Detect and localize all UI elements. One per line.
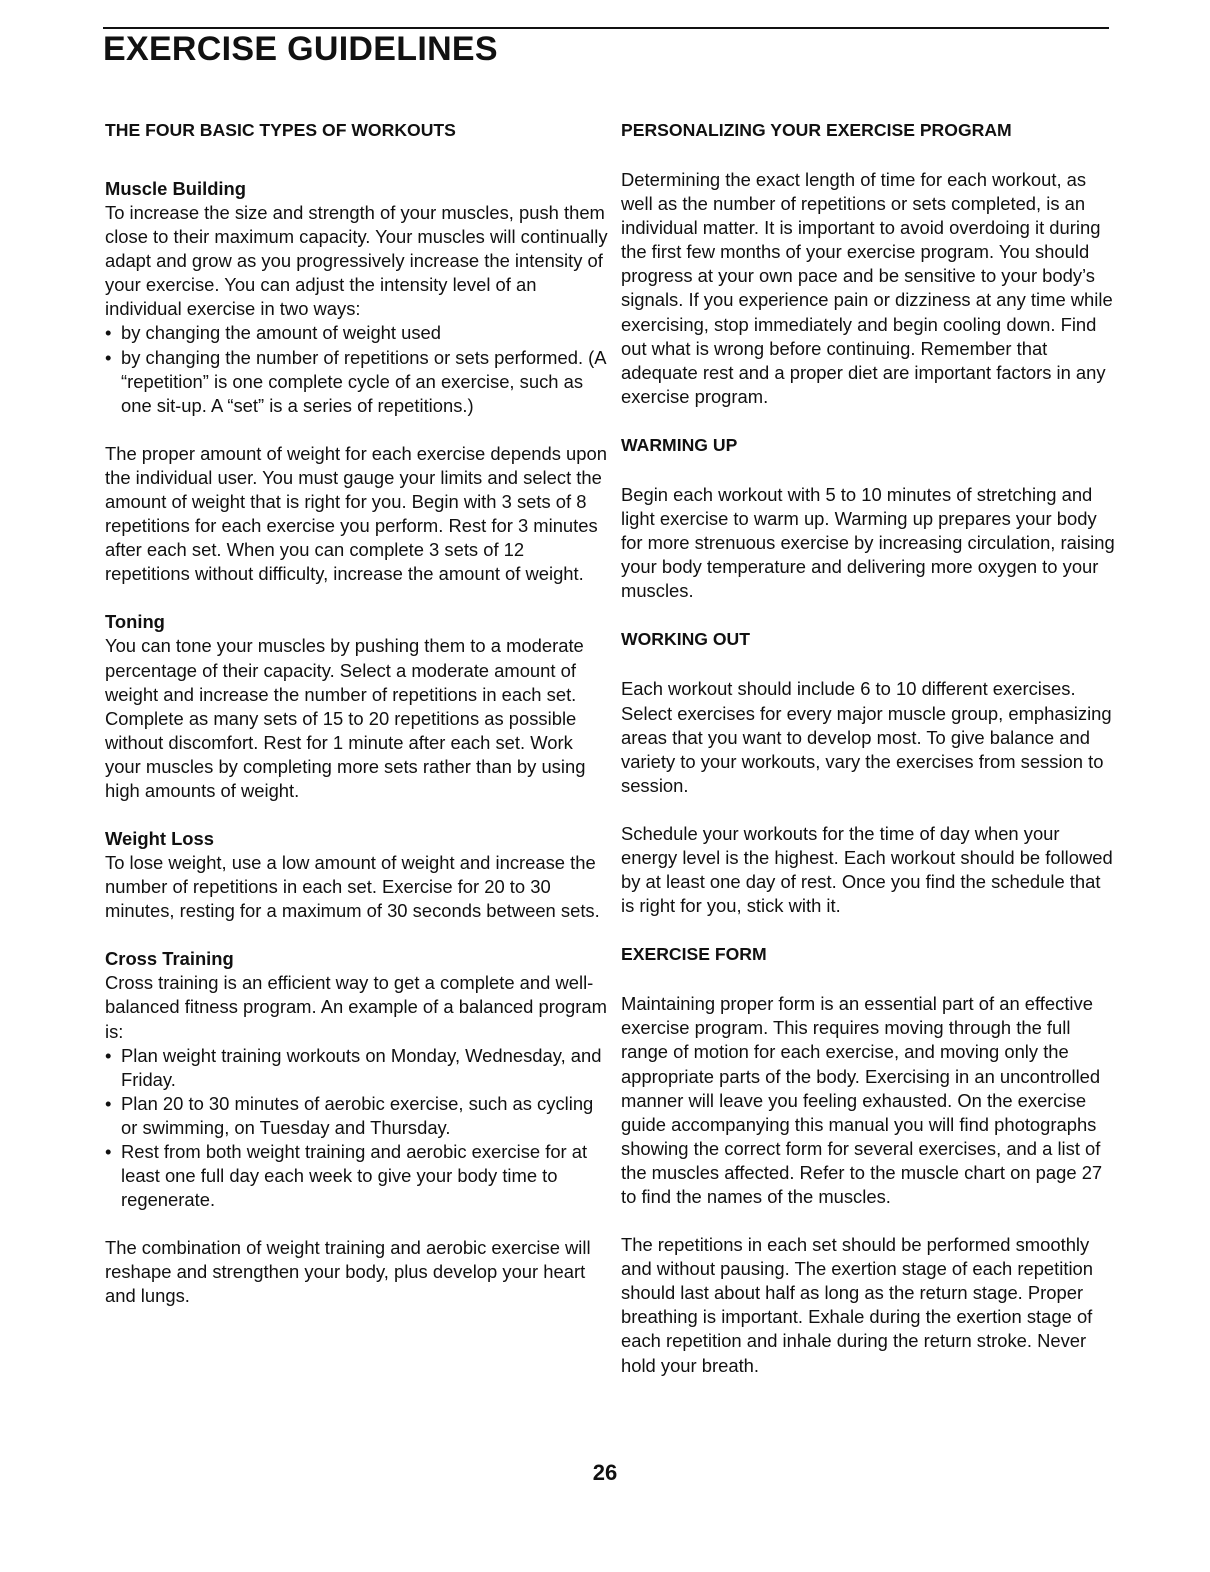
list-item: • Plan weight training workouts on Monday, Wednesday, and Friday. [105,1044,610,1092]
toning-text: You can tone your muscles by pushing them to a moderate percentage of their capacity. Select a moderate amount of weight and increase the number of repetitions in each set. Complete as many sets of 15 to 20 repetitions as possible without discomfort. Rest for 1 minute after each set. Work your muscles by completing more sets rather than by using high amounts of weight. [105,635,586,801]
cross-training-paragraph: The combination of weight training and aerobic exercise will reshape and strengthen your body, plus develop your heart and lungs. [105,1237,591,1307]
left-column [105,118,610,1333]
right-column [621,118,1116,1402]
section-heading-personalizing: PERSONALIZING YOUR EXERCISE PROGRAM [621,120,1012,140]
toning-section [105,610,610,803]
weight-loss-section [105,827,610,923]
page-number: 26 [592,1460,618,1485]
weight-loss-text: To lose weight, use a low amount of weight and increase the number of repetitions in each set. Exercise for 20 to 30 minutes, resting for a maximum of 30 seconds between sets. [105,852,600,922]
page-title: EXERCISE GUIDELINES [103,30,498,68]
list-item: • by changing the amount of weight used [105,321,610,345]
muscle-building-bullets [105,321,610,417]
subheading-cross-training: Cross Training [105,948,234,970]
muscle-building-intro: To increase the size and strength of your muscles, push them close to their maximum capacity. Your muscles will continually adapt and grow as you progressively increase the intensity of your exercise. You can adjust the intensity level of an individual exercise in two ways: [105,202,608,320]
section-heading-warming-up: WARMING UP [621,434,738,455]
cross-training-section [105,947,610,1308]
subheading-toning: Toning [105,611,165,633]
section-heading-exercise-form: EXERCISE FORM [621,944,767,965]
list-item: • Plan 20 to 30 minutes of aerobic exercise, such as cycling or swimming, on Tuesday and Thursday. [105,1092,610,1140]
working-out-paragraph-2: Schedule your workouts for the time of day when your energy level is the highest. Each workout should be followed by at least one day of rest. Once you find the schedule that is right for you, stick with it. [621,822,1113,917]
muscle-building-paragraph: The proper amount of weight for each exercise depends upon the individual user. You must gauge your limits and select the amount of weight that is right for you. Begin with 3 sets of 8 repetitions for each exercise you perform. Rest for 3 minutes after each set. When you can complete 3 sets of 12 repetitions without difficulty, increase the amount of weight. [105,442,607,585]
cross-training-intro: Cross training is an efficient way to get a complete and well-balanced fitness program. An example of a balanced program is: [105,972,607,1042]
muscle-building-section [105,177,610,586]
list-item: • by changing the number of repetitions or sets performed. (A “repetition” is one complete cycle of an exercise, such as one sit-up. A “set” is a series of repetitions.) [105,346,610,418]
warming-up-text: Begin each workout with 5 to 10 minutes of stretching and light exercise to warm up. Warming up prepares your body for more strenuous exercise by increasing circulation, raising your body temperature and delivering more oxygen to your muscles. [621,483,1115,602]
exercise-form-paragraph-2: The repetitions in each set should be performed smoothly and without pausing. The exertion stage of each repetition should last about half as long as the return stage. Proper breathing is important. Exhale during the exertion stage of each repetition and inhale during the return stroke. Never hold your breath. [621,1234,1094,1376]
section-heading-workout-types: THE FOUR BASIC TYPES OF WORKOUTS [105,120,456,140]
section-heading-working-out: WORKING OUT [621,629,751,650]
cross-training-bullets [105,1044,610,1213]
working-out-paragraph-1: Each workout should include 6 to 10 different exercises. Select exercises for every major muscle group, emphasizing areas that you want to develop most. To give balance and variety to your workouts, vary the exercises from session to session. [621,678,1112,796]
subheading-muscle-building: Muscle Building [105,178,247,199]
exercise-form-paragraph-1: Maintaining proper form is an essential part of an effective exercise program. This requires moving through the full range of motion for each exercise, and moving only the appropriate parts of the body. Exercising in an uncontrolled manner will leave you feeling exhausted. On the exercise guide accompanying this manual you will find photographs showing the correct form for several exercises, and a list of the muscles affected. Refer to the muscle chart on page 27 to find the names of the muscles. [621,993,1103,1207]
list-item: • Rest from both weight training and aerobic exercise for at least one full day each week to give your body time to regenerate. [105,1140,610,1212]
personalizing-text: Determining the exact length of time for each workout, as well as the number of repetitions or sets completed, is an individual matter. It is important to avoid overdoing it during the first few months of your exercise program. You should progress at your own pace and be sensitive to your body’s signals. If you experience pain or dizziness at any time while exercising, stop immediately and begin cooling down. Find out what is wrong before continuing. Remember that adequate rest and a proper diet are important factors in any exercise program. [621,169,1113,407]
subheading-weight-loss: Weight Loss [105,828,214,850]
